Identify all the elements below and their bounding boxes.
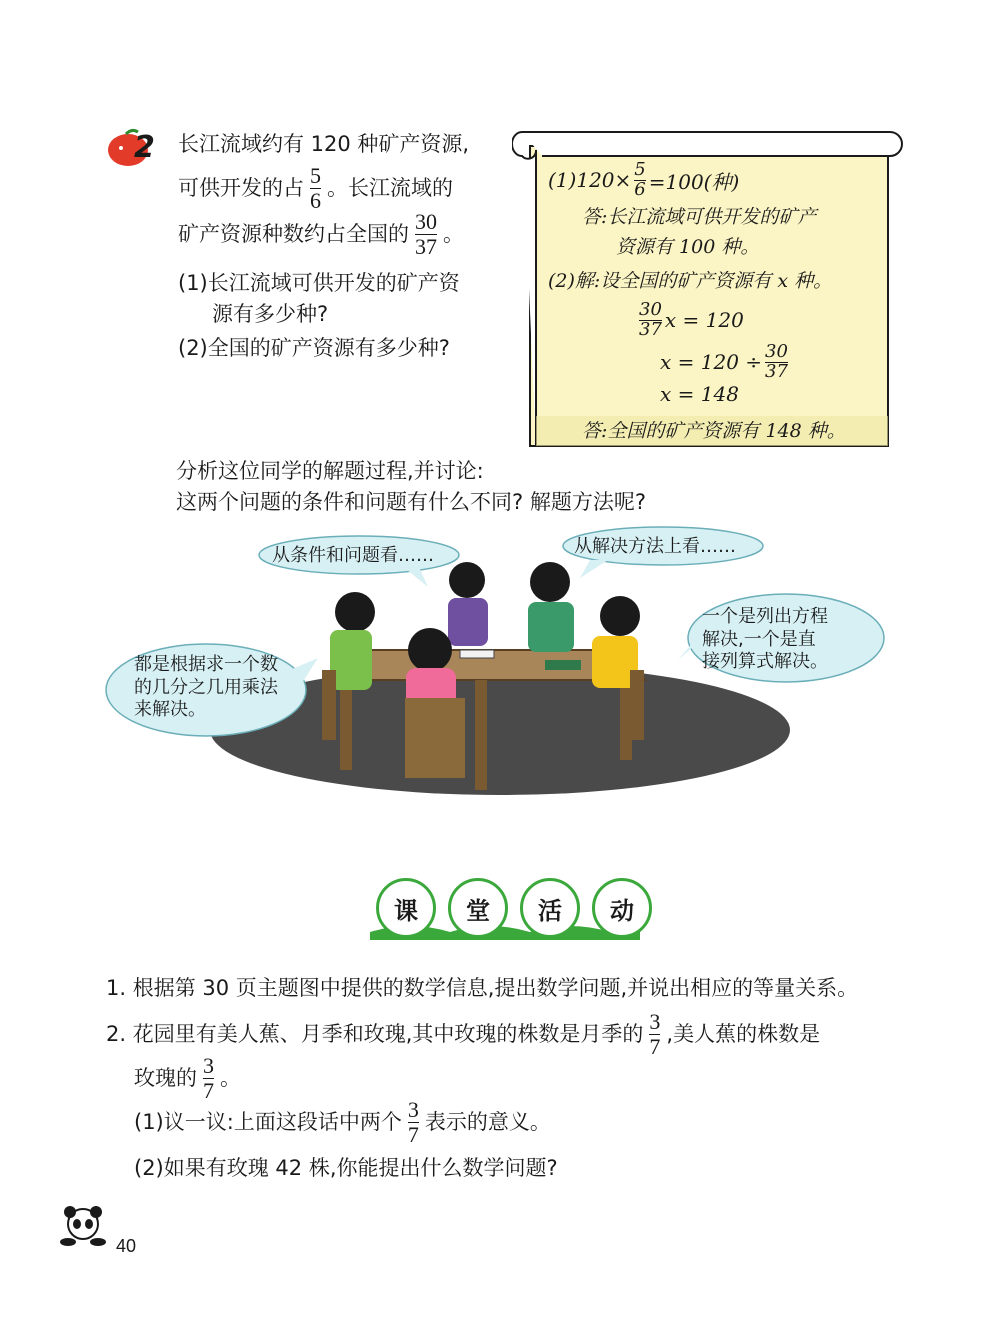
frac-den: 37 (639, 318, 662, 340)
frac-den: 6 (310, 187, 321, 213)
fraction-three-sevenths-b (203, 1054, 214, 1101)
frac-num: 5 (634, 158, 646, 180)
frac-num: 30 (639, 298, 662, 320)
discussion-line-2: 这两个问题的条件和问题有什么不同? 解题方法呢? (176, 490, 646, 514)
frac-den: 7 (649, 1033, 661, 1059)
bubble-line: 接列算式解决。 (702, 651, 828, 672)
equation-lhs: x = 120 ÷ (660, 350, 763, 374)
fraction-three-sevenths (649, 1010, 660, 1057)
step-label: (1) (548, 168, 577, 192)
problem-line-1: 长江流域约有 120 种矿产资源, (178, 132, 470, 156)
activity-badges (376, 878, 652, 938)
problem-line-2 (178, 164, 453, 212)
problem-line-3 (178, 210, 464, 258)
frac-den: 7 (407, 1121, 419, 1147)
question-1-line-a: (1)长江流域可供开发的矿产资 (178, 271, 460, 295)
step-expression: 120× (576, 168, 632, 192)
scroll-answer-1-b: 资源有 100 种。 (616, 236, 760, 258)
frac-num: 3 (407, 1097, 419, 1123)
problem-line-2-pre: 可供开发的占 (178, 175, 304, 200)
frac-num: 30 (415, 209, 437, 235)
frac-den: 37 (765, 360, 788, 382)
exercise-2-line-2 (134, 1054, 241, 1102)
speech-bubble-multiplication (104, 640, 320, 740)
exercise-2-pre: 2. 花园里有美人蕉、月季和玫瑰,其中玫瑰的株数是月季的 (106, 1021, 644, 1046)
exercise-2b-post: 。 (220, 1065, 241, 1090)
speech-bubble-methods (560, 526, 766, 570)
question-2: (2)全国的矿产资源有多少种? (178, 336, 450, 360)
frac-num: 5 (310, 163, 321, 189)
bubble-line: 解决,一个是直 (702, 628, 816, 650)
problem-line-2-post: 。长江流域的 (327, 175, 453, 200)
speech-bubble-conditions (256, 535, 462, 579)
exercise-2-post: ,美人蕉的株数是 (666, 1021, 821, 1046)
exercise-1: 1. 根据第 30 页主题图中提供的数学信息,提出数学问题,并说出相应的等量关系。 (106, 976, 859, 1000)
scroll-equation-1 (636, 298, 744, 342)
fraction-three-sevenths-c (408, 1098, 419, 1145)
problem-line-3-post: 。 (443, 221, 464, 246)
scroll-fraction-30-37 (639, 298, 662, 340)
bubble-text: 从解决方法上看…… (574, 536, 736, 557)
frac-den: 7 (203, 1077, 214, 1103)
exercise-2b-pre: 玫瑰的 (134, 1065, 197, 1090)
activity-char: 课 (376, 878, 436, 938)
activity-char: 动 (592, 878, 652, 938)
fraction-five-sixths (310, 164, 321, 211)
solution-scroll (512, 116, 904, 452)
scroll-fraction-five-sixths (634, 158, 646, 200)
problem-line-3-pre: 矿产资源种数约占全国的 (178, 221, 409, 246)
bubble-line: 一个是列出方程 (702, 606, 828, 627)
frac-num: 3 (203, 1053, 214, 1079)
frac-den: 6 (634, 178, 646, 200)
exercise-2-line-1 (106, 1010, 820, 1058)
speech-bubble-equation-vs-arithmetic (676, 590, 886, 690)
scroll-fraction-30-37-b (765, 340, 788, 382)
page-number: 40 (116, 1236, 137, 1256)
bubble-text-block (134, 654, 278, 722)
activity-char: 活 (520, 878, 580, 938)
bubble-line: 来解决。 (134, 699, 206, 720)
problem-number: 2 (134, 130, 155, 165)
frac-den: 37 (415, 233, 437, 259)
bubble-line: 都是根据求一个数 (134, 654, 278, 675)
discussion-line-1: 分析这位同学的解题过程,并讨论: (176, 459, 484, 483)
problem-number-badge (104, 128, 162, 168)
scroll-step-1 (548, 158, 739, 202)
scroll-step-2: (2)解:设全国的矿产资源有 x 种。 (548, 270, 833, 292)
question-1-line-b: 源有多少种? (212, 302, 329, 326)
exercise-2-sub-2: (2)如果有玫瑰 42 株,你能提出什么数学问题? (134, 1156, 558, 1180)
scroll-answer-1-a: 答:长江流域可供开发的矿产 (582, 206, 817, 228)
classroom-activity-banner (370, 876, 640, 946)
panda-icon (58, 1204, 108, 1248)
fraction-thirty-thirtyseven (415, 210, 437, 257)
bubble-text: 从条件和问题看…… (272, 545, 434, 566)
scroll-equation-2 (660, 340, 791, 384)
frac-num: 30 (765, 340, 788, 362)
bubble-line: 的几分之几用乘法 (134, 676, 278, 698)
scroll-equation-3: x = 148 (660, 382, 739, 406)
sub-1-pre: (1)议一议:上面这段话中两个 (134, 1109, 402, 1134)
sub-1-post: 表示的意义。 (424, 1109, 551, 1134)
scroll-answer-2: 答:全国的矿产资源有 148 种。 (582, 420, 846, 442)
exercise-2-sub-1 (134, 1098, 551, 1146)
step-result: =100(种) (648, 169, 740, 194)
bubble-text-block (702, 606, 828, 674)
frac-num: 3 (649, 1009, 661, 1035)
equation-rhs: x = 120 (664, 308, 744, 332)
activity-char: 堂 (448, 878, 508, 938)
